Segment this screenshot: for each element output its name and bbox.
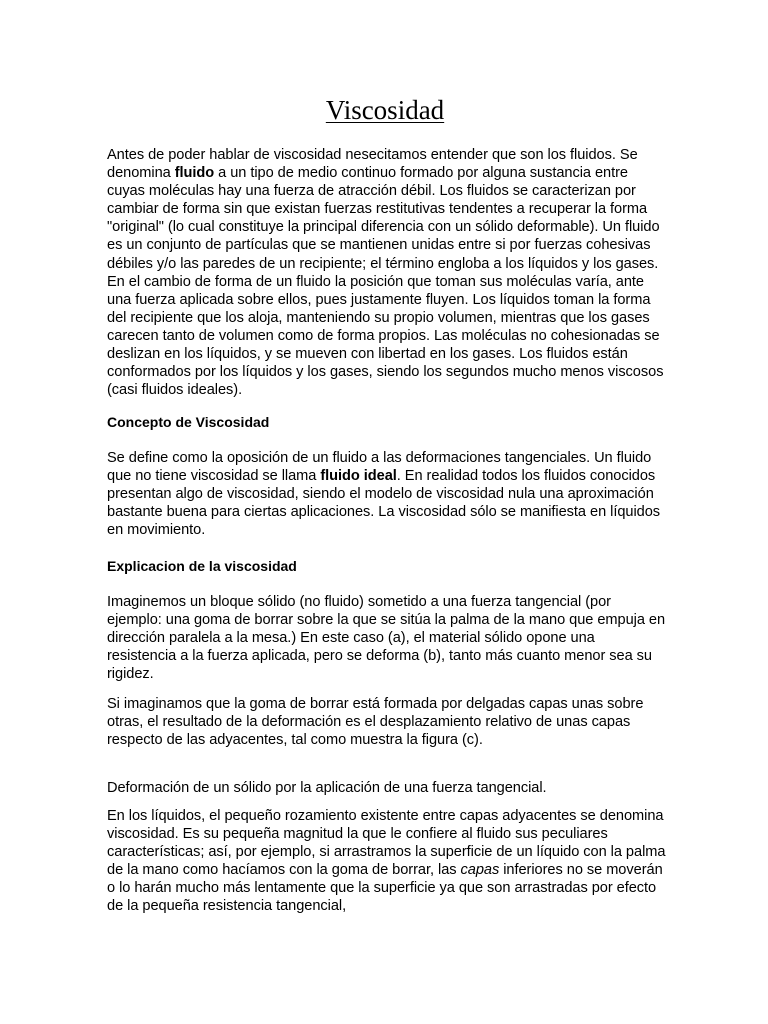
- explicacion-paragraph-1: Imaginemos un bloque sólido (no fluido) sometido a una fuerza tangencial (por ejemplo: una goma de borrar sobre la que se sitúa la palma de la mano que empuja en dirección paralela a la mesa.) En este caso (a), el material sólido opone una resistencia a la fuerza aplicada, pero se deforma (b), tanto más cuanto menor sea su rigidez.: [107, 594, 666, 683]
- intro-text-2: a un tipo de medio continuo formado por alguna sustancia entre cuyas moléculas hay una fuerza de atracción débil. Los fluidos se caracterizan por cambiar de forma sin que existan fuerzas restitutivas tendentes a recuperar la forma "original" (lo cual constituye la principal diferencia con un sólido deformable). Un fluido es un conjunto de partículas que se mantienen unidas entre si por fuerzas cohesivas débiles y/o las paredes de un recipiente; el término engloba a los líquidos y los gases. En el cambio de forma de un fluido la posición que toman sus moléculas varía, ante una fuerza aplicada sobre ellos, pues justamente fluyen. Los líquidos toman la forma del recipiente que los aloja, manteniendo su propio volumen, mientras que los gases carecen tanto de volumen como de forma propios. Las moléculas no cohesionadas se deslizan en los líquidos, y se mueven con libertad en los gases. Los fluidos están conformados por los líquidos y los gases, siendo los segundos mucho menos viscosos (casi fluidos ideales).: [107, 165, 664, 399]
- liquidos-text-1: En los líquidos, el pequeño rozamiento existente entre capas adyacentes se denomina viscosidad. Es su pequeña magnitud la que le confiere al fluido sus peculiares características; así, por ejemplo, si arrastramos la superficie de un líquido con la palma de la mano como hacíamos con la goma de borrar, las: [107, 808, 666, 879]
- concepto-text-2: . En realidad todos los fluidos conocidos presentan algo de viscosidad, siendo el modelo de viscosidad nula una aproximación bastante buena para ciertas aplicaciones. La viscosidad sólo se manifiesta en líquidos en movimiento.: [107, 468, 661, 539]
- intro-text-1: Antes de poder hablar de viscosidad nesecitamos entender que son los fluidos. Se denomina: [107, 147, 638, 182]
- concepto-bold-term: fluido ideal: [320, 468, 397, 485]
- intro-paragraph: [107, 146, 667, 399]
- figure-caption: Deformación de un sólido por la aplicación de una fuerza tangencial.: [107, 780, 547, 796]
- heading-explicacion: Explicacion de la viscosidad: [107, 558, 297, 574]
- document-title: Viscosidad: [325, 95, 445, 125]
- concepto-text-1: Se define como la oposición de un fluido a las deformaciones tangenciales. Un fluido que no tiene viscosidad se llama: [107, 450, 652, 485]
- intro-bold-term: fluido: [174, 165, 215, 182]
- heading-concepto: Concepto de Viscosidad: [107, 414, 270, 430]
- liquidos-italic-term: capas: [460, 862, 500, 879]
- liquidos-text-2: inferiores no se moverán o lo harán mucho más lentamente que la superficie ya que son arrastradas por efecto de la pequeña resistencia tangencial,: [107, 862, 663, 915]
- explicacion-paragraph-2: Si imaginamos que la goma de borrar está formada por delgadas capas unas sobre otras, el resultado de la deformación es el desplazamiento relativo de unas capas respecto de las adyacentes, tal como muestra la figura (c).: [107, 696, 644, 749]
- concepto-paragraph: [107, 449, 667, 539]
- liquidos-paragraph: [107, 807, 667, 916]
